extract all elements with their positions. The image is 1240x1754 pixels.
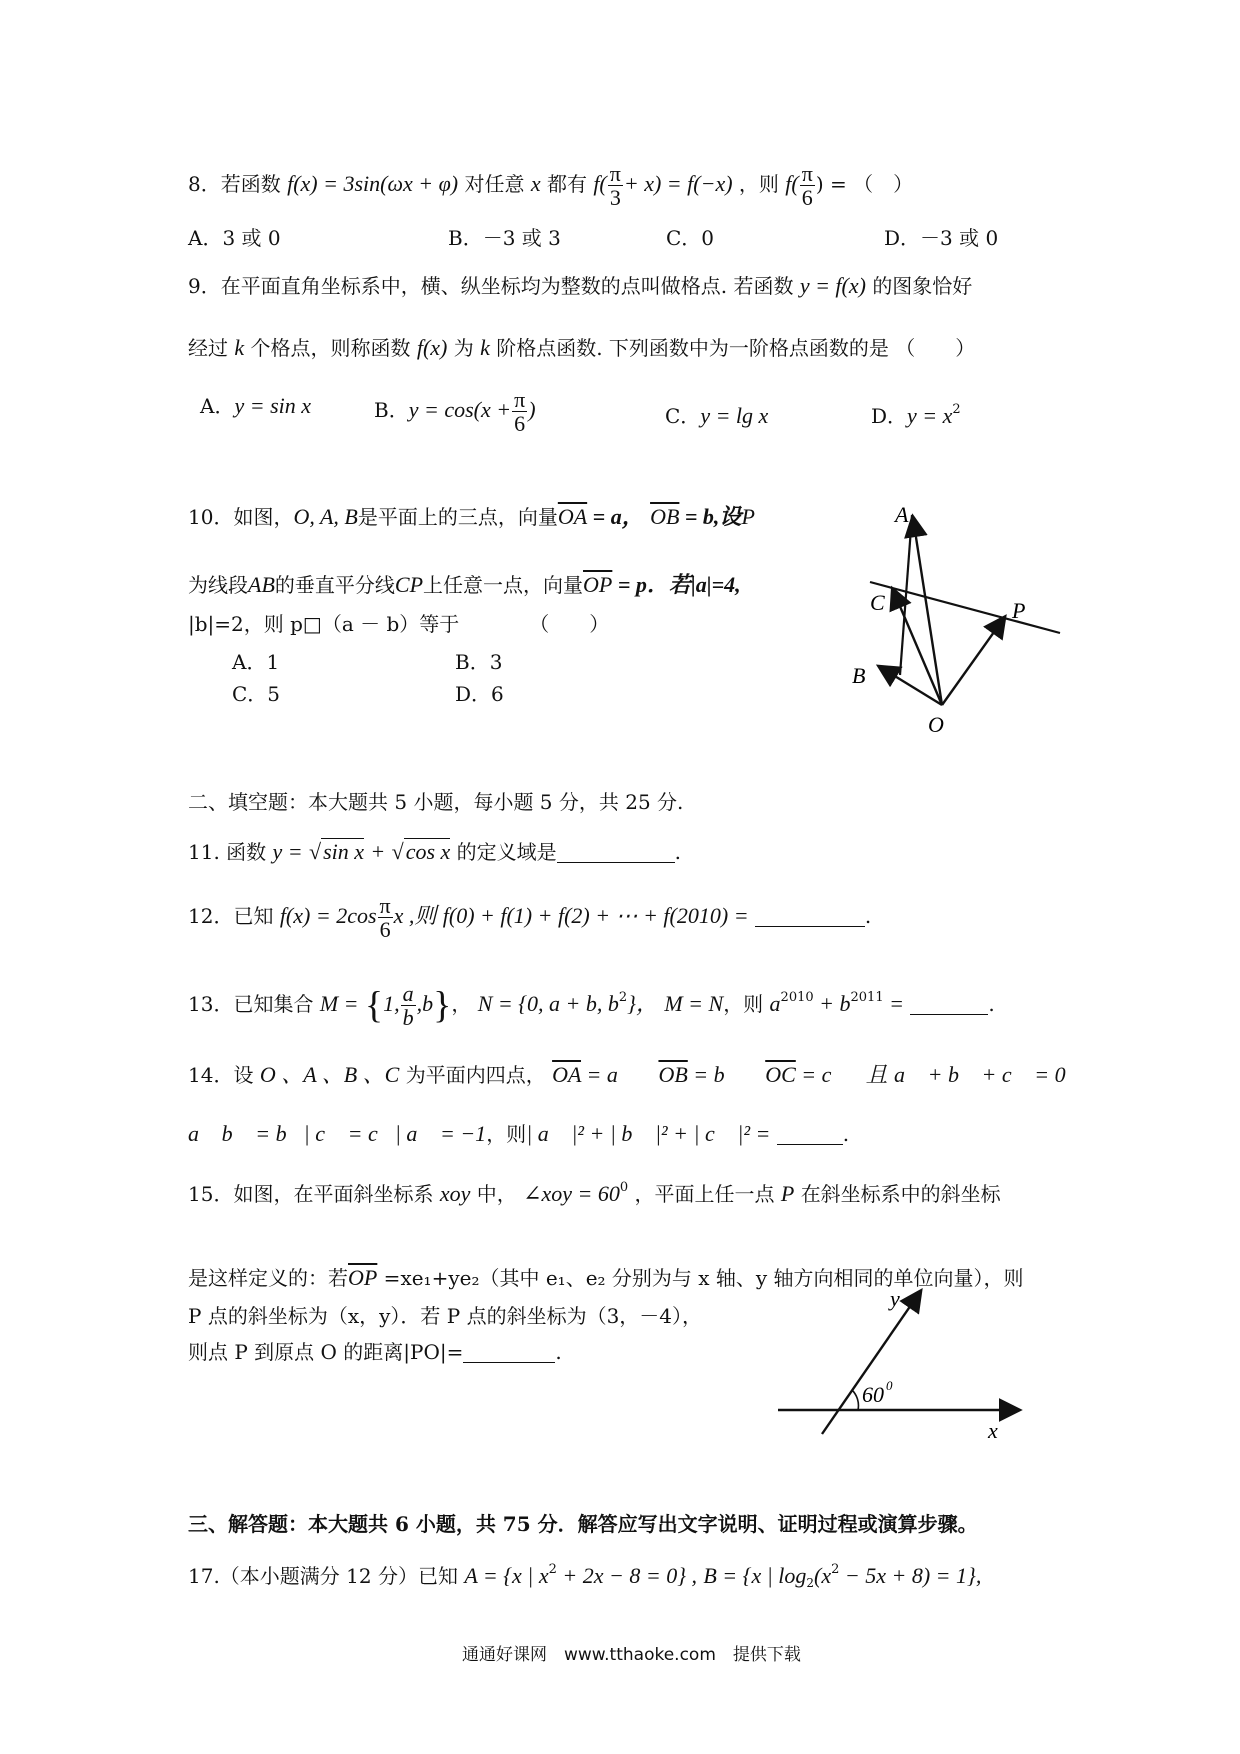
q8-f2: f( bbox=[785, 171, 799, 197]
q8-text2: 都有 bbox=[546, 172, 587, 197]
q13-answer-blank[interactable] bbox=[910, 992, 988, 1015]
q10-option-b: B．3 bbox=[455, 650, 503, 674]
q10-vector-oc bbox=[893, 590, 942, 705]
q8-option-b: B．－3 或 3 bbox=[448, 226, 561, 250]
question-13: 13．已知集合 M = {1, $\frac{a}{b}$ ,b}， N = {0, a + b, $b^2$}， M = N，则 $a^{2010} + b^{2011}$ = . bbox=[188, 981, 995, 1031]
q10-label-o: O bbox=[928, 712, 944, 737]
q8-eq: + x) = f(−x) bbox=[623, 171, 733, 197]
q8-answer-bracket: ) = （ ） bbox=[815, 172, 914, 197]
q10-figure bbox=[840, 500, 1080, 740]
q9-function: y = f(x) bbox=[799, 273, 866, 298]
section-3-title: 三、解答题：本大题共 6 小题，共 75 分．解答应写出文字说明、证明过程或演算步骤。 bbox=[188, 1512, 978, 1536]
q9-fx: f(x) bbox=[416, 335, 448, 360]
question-10-line3: |b|=2，则 p□（a － b）等于 （ ） bbox=[188, 612, 610, 636]
question-8 bbox=[188, 162, 913, 209]
q10-vector-oa bbox=[913, 518, 942, 705]
q15-angle-deg: 0 bbox=[886, 1378, 893, 1393]
question-14-line1: 14．设 O 、A 、B 、C 为平面内四点， $\overline{OA}$ = a⃗， $\overline{OB}$ = b⃗， $\overline{OC}$ = c⃗，且 a⃗ + b⃗ + c⃗ = 0⃗， bbox=[188, 1062, 1100, 1087]
q10-label-p: P bbox=[1012, 598, 1026, 623]
q8-var: x bbox=[530, 171, 541, 197]
q12-answer-blank[interactable] bbox=[755, 904, 865, 927]
footer-credit: 通通好课网 www.tthaoke.com 提供下载 bbox=[462, 1645, 801, 1665]
question-9-line2 bbox=[188, 332, 975, 361]
question-14-line2: a⃗ b⃗ = b⃗| c⃗ = c⃗| a⃗ = −1，则| a⃗ |² + | b⃗ |² + | c⃗ |² = . bbox=[188, 1121, 850, 1146]
q11-answer-blank[interactable] bbox=[557, 840, 675, 863]
q10-option-c: C．5 bbox=[232, 682, 281, 706]
q10-label-a: A bbox=[895, 502, 909, 527]
question-15-line1: 15．如图，在平面斜坐标系 xoy 中， ∠xoy = $60^0$ ，平面上任一点 P 在斜坐标系中的斜坐标 bbox=[188, 1180, 1001, 1206]
q14-answer-blank[interactable] bbox=[777, 1122, 843, 1145]
q9-k: k bbox=[234, 335, 245, 360]
q8-frac-pi6: $\frac{\pi}{6}$ bbox=[801, 161, 813, 211]
q10-label-c: C bbox=[870, 590, 885, 615]
q8-option-a: A．3 或 0 bbox=[188, 226, 281, 250]
question-15-line3: P 点的斜坐标为（x，y）．若 P 点的斜坐标为（3，－4）， bbox=[188, 1304, 703, 1328]
q15-label-x: x bbox=[988, 1418, 998, 1443]
q9-option-b: B．y = cos(x + $\frac{\pi}{6}$ ) bbox=[374, 387, 536, 437]
q8-f: f( bbox=[593, 171, 607, 197]
question-15-line2: 是这样定义的：若$\overline{OP} =xe_1+ye_2$（其中 e₁、e₂ 分别为与 x 轴、y 轴方向相同的单位向量），则 bbox=[188, 1265, 1024, 1290]
q15-answer-blank[interactable] bbox=[463, 1340, 555, 1363]
question-9-line1 bbox=[188, 270, 972, 299]
q10-segment-ab bbox=[900, 515, 912, 675]
q10-option-a: A．1 bbox=[232, 650, 280, 674]
q8-lead: 8．若函数 bbox=[188, 172, 281, 197]
question-17: 17.（本小题满分 12 分）已知 A = {x | $x^2 + 2x - 8 = 0$} , B = {x | $\log_2(x^2 - 5x + 8) = 1$}, bbox=[188, 1562, 982, 1590]
q8-function: f(x) = 3sin(ωx + φ) bbox=[287, 171, 459, 197]
q9-text2: 的图象恰好 bbox=[872, 274, 973, 298]
q8-then: ，则 bbox=[738, 172, 779, 197]
q15-angle-arc bbox=[852, 1390, 858, 1410]
q9-text3: 经过 bbox=[188, 336, 228, 360]
question-10-line1: 10．如图，O, A, B是平面上的三点，向量$\overline{OA} = a$， $\overline{OB} = b$,设P bbox=[188, 504, 755, 529]
q9-option-c: C．y = lg x bbox=[665, 403, 769, 428]
q15-figure bbox=[770, 1286, 1040, 1446]
q9-text: 9．在平面直角坐标系中，横、纵坐标均为整数的点叫做格点. 若函数 bbox=[188, 274, 794, 298]
q10-label-b: B bbox=[852, 663, 866, 688]
q9-k2: k bbox=[480, 335, 490, 360]
q10-bisector-line bbox=[870, 582, 1060, 633]
q10-option-d: D．6 bbox=[455, 682, 504, 706]
q15-y-axis bbox=[822, 1292, 920, 1434]
q9-text6: 阶格点函数. 下列函数中为一阶格点函数的是 （ ） bbox=[496, 336, 976, 360]
q9-text4: 个格点，则称函数 bbox=[250, 336, 411, 360]
question-11: 11. 函数 y = √sin x + √cos x 的定义域是 . bbox=[188, 839, 682, 864]
q8-option-c: C．0 bbox=[666, 226, 715, 250]
q9-option-d: D．$y = x^2$ bbox=[871, 402, 961, 428]
q15-label-y: y bbox=[890, 1286, 900, 1311]
q9-option-a: A．y = sin x bbox=[200, 393, 312, 418]
q8-text: 对任意 bbox=[464, 172, 525, 197]
q8-option-d: D．－3 或 0 bbox=[884, 226, 999, 250]
question-10-line2: 为线段AB的垂直平分线CP上任意一点，向量$\overline{OP} = p$．若|a|=4, bbox=[188, 572, 741, 597]
q10-vector-op bbox=[942, 618, 1004, 705]
q8-frac-pi3: $\frac{\pi}{3}$ bbox=[609, 161, 621, 211]
q15-angle-label: 60 bbox=[862, 1382, 884, 1407]
section-2-title: 二、填空题：本大题共 5 小题，每小题 5 分，共 25 分. bbox=[188, 790, 684, 814]
question-15-line4: 则点 P 到原点 O 的距离|PO|= . bbox=[188, 1340, 562, 1364]
question-12: 12．已知 f(x) = 2cos $\frac{\pi}{6}$ x ,则 f(0) + f(1) + f(2) + ⋯ + f(2010) = . bbox=[188, 893, 872, 943]
q9-text5: 为 bbox=[453, 336, 474, 360]
